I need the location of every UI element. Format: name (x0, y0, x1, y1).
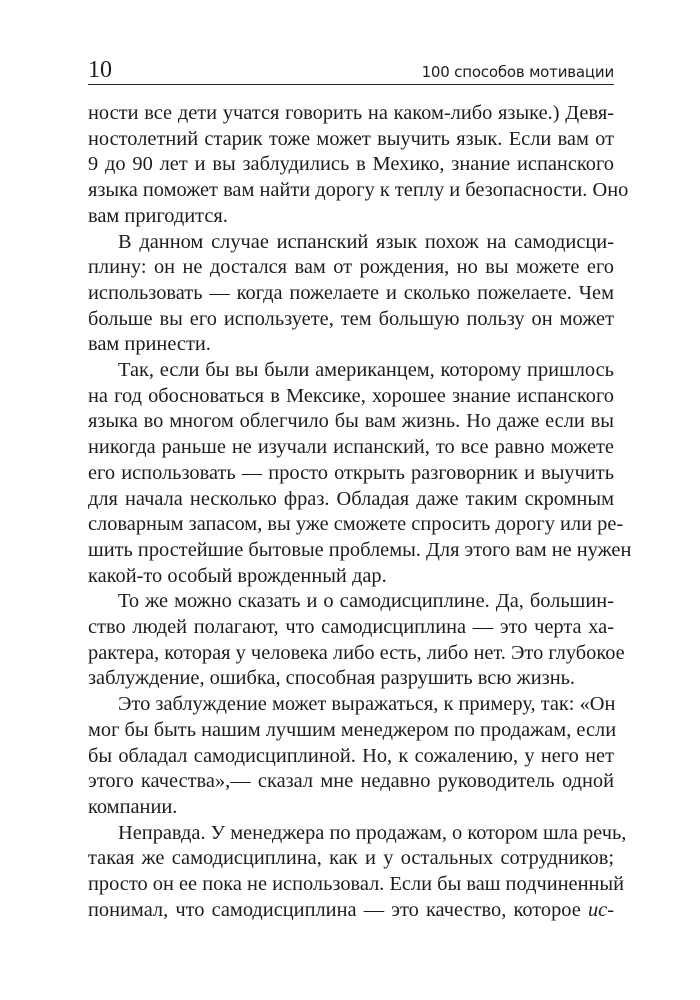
text-line: его использовать — просто открыть разговорник и выучить (88, 461, 614, 484)
text-line: 9 до 90 лет и вы заблудились в Мехико, знание испанского (88, 153, 614, 176)
text-line: ностолетний старик тоже может выучить язык. Если вам от (88, 127, 614, 150)
text-line-part: понимал, что самодисциплина — это качество, которое (88, 898, 588, 921)
text-line: плину: он не достался вам от рождения, но вы можете его (88, 256, 614, 279)
text-line: никогда раньше не изучали испанский, то все равно можете (88, 436, 614, 459)
page-number: 10 (88, 57, 112, 83)
text-line: на год обосноваться в Мексике, хорошее знание испанского (88, 384, 614, 407)
text-line: Неправда. У менеджера по продажам, о котором шла речь, (118, 821, 627, 844)
text-line: больше вы его используете, тем большую пользу он может (88, 307, 614, 330)
text-line: для начала несколько фраз. Обладая даже таким скромным (88, 487, 614, 510)
text-line: этого качества»,— сказал мне недавно руководитель одной (88, 770, 614, 793)
text-line: ство людей полагают, что самодисциплина — это черта ха- (88, 616, 614, 639)
text-line: То же можно сказать и о самодисциплине. Да, большин- (118, 590, 614, 613)
text-line: вам пригодится. (88, 204, 228, 227)
text-line: бы обладал самодисциплиной. Но, к сожалению, у него нет (88, 744, 614, 767)
page-header (88, 58, 614, 84)
text-line: просто он ее пока не использовал. Если бы ваш подчиненный (88, 873, 625, 896)
text-line: такая же самодисциплина, как и у остальных сотрудников; (88, 847, 614, 870)
text-line: заблуждение, ошибка, способная разрушить всю жизнь. (88, 667, 576, 690)
text-line: Так, если бы вы были американцем, которому пришлось (118, 359, 614, 382)
text-line: В данном случае испанский язык похож на самодисци- (118, 230, 614, 253)
text-line: словарным запасом, вы уже сможете спросить дорогу или ре- (88, 513, 624, 536)
text-line: рактера, которая у человека либо есть, либо нет. Это глубокое (88, 641, 625, 664)
text-line: языка во многом облегчило бы вам жизнь. Но даже если вы (88, 410, 614, 433)
text-line: какой-то особый врожденный дар. (88, 564, 387, 587)
text-line: использовать — когда пожелаете и сколько пожелаете. Чем (88, 281, 614, 304)
text-line (88, 898, 614, 924)
text-line: компании. (88, 795, 178, 818)
text-line: вам принести. (88, 333, 211, 356)
text-line: ности все дети учатся говорить на каком-либо языке.) Девя- (88, 102, 614, 124)
header-rule (88, 84, 614, 85)
text-line: мог бы быть нашим лучшим менеджером по продажам, если (88, 718, 617, 741)
body-text (88, 101, 632, 924)
running-title: 100 способов мотивации (421, 63, 614, 81)
italic-word: ис- (587, 898, 614, 921)
text-line: Это заблуждение может выражаться, к примеру, так: «Он (118, 693, 616, 716)
text-line: языка поможет вам найти дорогу к теплу и безопасности. Оно (88, 179, 629, 202)
text-line: шить простейшие бытовые проблемы. Для этого вам не нужен (88, 538, 632, 561)
